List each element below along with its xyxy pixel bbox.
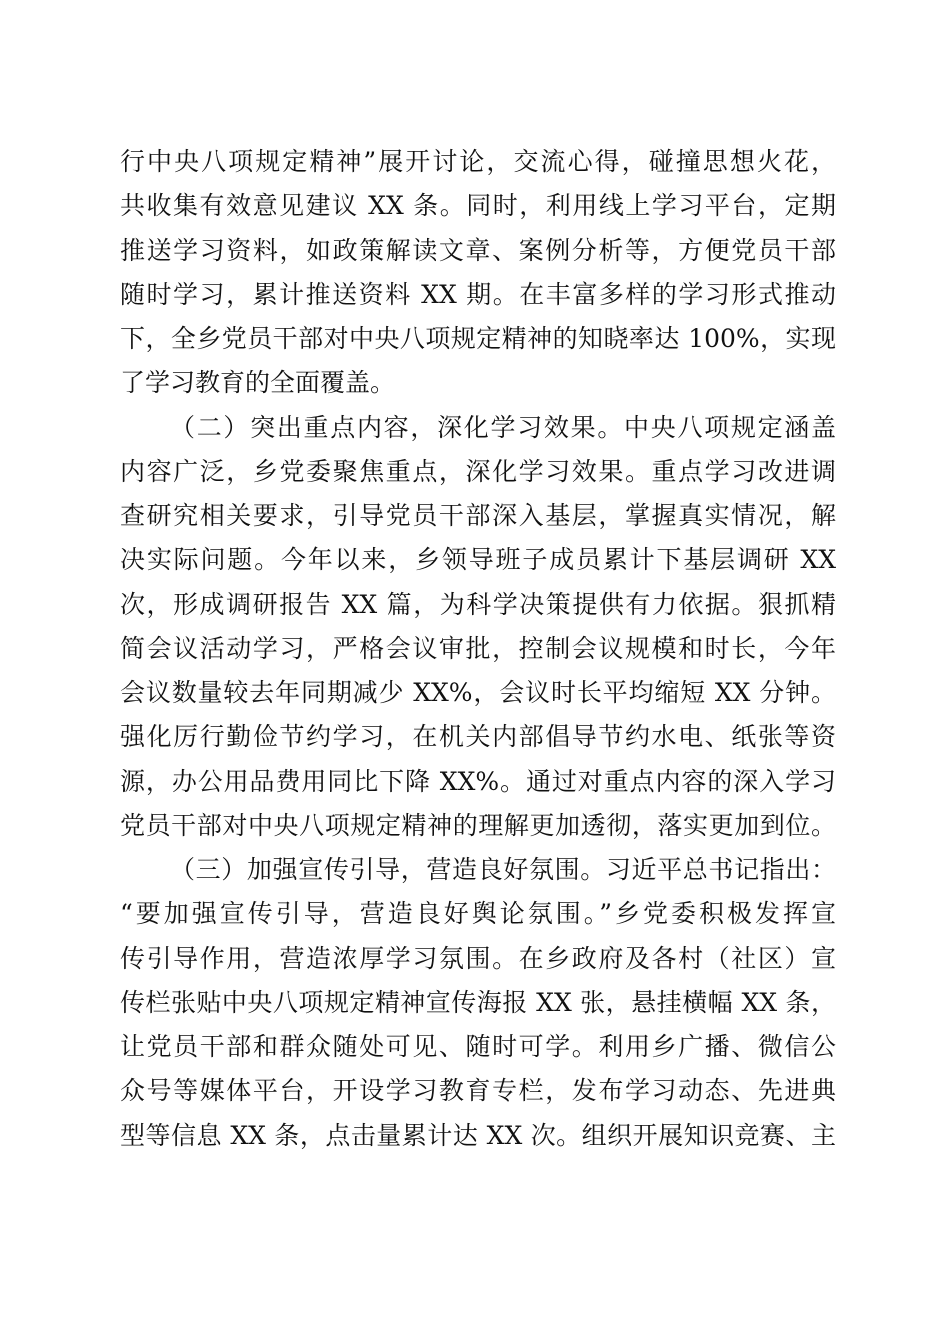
text-line: 共收集有效意见建议 XX 条。同时，利用线上学习平台，定期 xyxy=(120,191,836,221)
text-line: 会议数量较去年同期减少 XX%，会议时长平均缩短 XX 分钟。 xyxy=(120,678,836,707)
text-line: 决实际问题。今年以来，乡领导班子成员累计下基层调研 XX xyxy=(120,545,836,575)
section-heading-line: （二）突出重点内容，深化学习效果。中央八项规定涵盖 xyxy=(170,412,836,442)
body-text xyxy=(120,140,836,1158)
text-line: 下，全乡党员干部对中央八项规定精神的知晓率达 100%，实现 xyxy=(120,324,836,353)
text-line: 次，形成调研报告 XX 篇，为科学决策提供有力依据。狠抓精 xyxy=(120,589,836,619)
text-line: 查研究相关要求，引导党员干部深入基层，掌握真实情况，解 xyxy=(120,501,836,530)
text-line: 行中央八项规定精神”展开讨论，交流心得，碰撞思想火花， xyxy=(120,147,836,176)
text-line: 型等信息 XX 条，点击量累计达 XX 次。组织开展知识竞赛、主 xyxy=(120,1120,836,1150)
text-line: 了学习教育的全面覆盖。 xyxy=(120,368,396,398)
text-line: 内容广泛，乡党委聚焦重点，深化学习效果。重点学习改进调 xyxy=(120,456,836,486)
text-line: 党员干部对中央八项规定精神的理解更加透彻，落实更加到位。 xyxy=(120,810,836,840)
text-line: 强化厉行勤俭节约学习，在机关内部倡导节约水电、纸张等资 xyxy=(120,722,836,752)
text-line: 推送学习资料，如政策解读文章、案例分析等，方便党员干部 xyxy=(120,235,836,265)
text-line: 众号等媒体平台，开设学习教育专栏，发布学习动态、先进典 xyxy=(120,1076,836,1106)
text-line: 源，办公用品费用同比下降 XX%。通过对重点内容的深入学习 xyxy=(120,766,836,796)
text-line: 传引导作用，营造浓厚学习氛围。在乡政府及各村（社区）宣 xyxy=(120,943,836,973)
text-line: 传栏张贴中央八项规定精神宣传海报 XX 张，悬挂横幅 XX 条， xyxy=(120,987,836,1017)
text-line: 简会议活动学习，严格会议审批，控制会议规模和时长，今年 xyxy=(120,633,836,663)
text-line: 让党员干部和群众随处可见、随时可学。利用乡广播、微信公 xyxy=(120,1032,836,1061)
text-line: “要加强宣传引导，营造良好舆论氛围。”乡党委积极发挥宣 xyxy=(120,899,836,929)
section-heading-line: （三）加强宣传引导，营造良好氛围。习近平总书记指出： xyxy=(170,855,836,884)
text-line: 随时学习，累计推送资料 XX 期。在丰富多样的学习形式推动 xyxy=(120,279,836,309)
